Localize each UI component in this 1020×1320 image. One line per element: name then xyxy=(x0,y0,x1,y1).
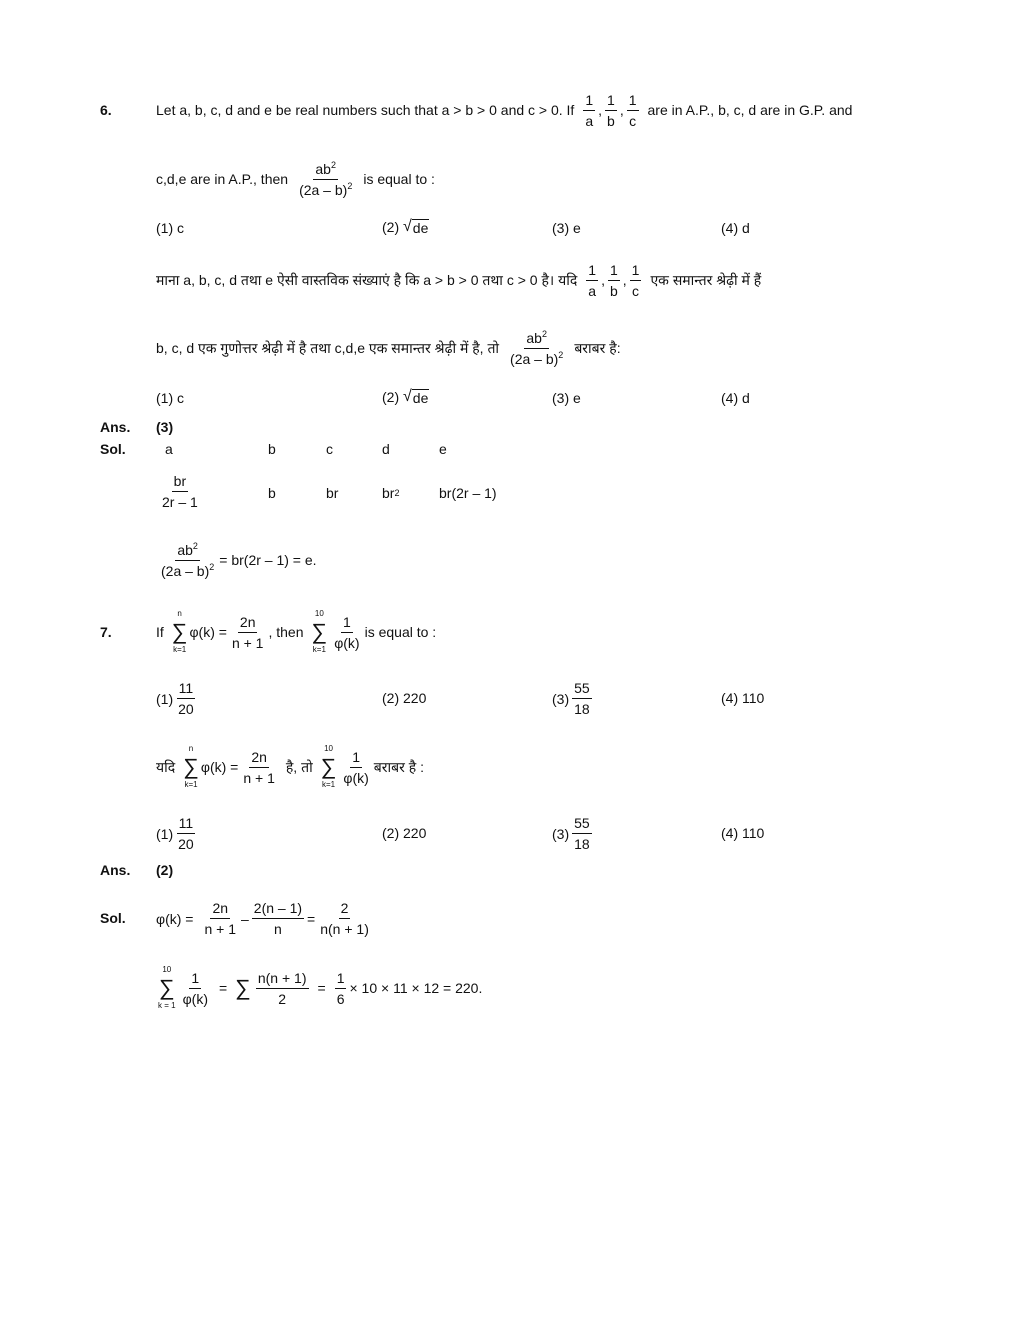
q6-hindi-text: b, c, d एक गुणोत्तर श्रेढ़ी में है तथा c,d,e एक समान्तर श्रेढ़ी में है, तो xyxy=(156,339,500,356)
fraction: 1 c xyxy=(628,91,637,129)
sqrt: √ de xyxy=(403,388,429,406)
q7-option-1: (1) 11 20 xyxy=(156,680,194,717)
sol-cell: br(2r – 1) xyxy=(439,485,497,501)
q6-en-line1: Let a, b, c, d and e be real numbers such that a > b > 0 and c > 0. If 1 a , 1 b , 1 c are in A.P., b, c, d are in G.P. and xyxy=(156,91,853,129)
q6-option-4: (4) d xyxy=(721,390,750,406)
sigma: n ∑ k=1 xyxy=(183,744,199,789)
q6-en-line2 xyxy=(156,157,435,201)
sigma: 10 ∑ k = 1 xyxy=(158,965,176,1010)
q7-ans: (2) xyxy=(156,862,174,878)
q7-option-1: (1) 11 20 xyxy=(156,815,194,852)
sigma: n ∑ k=1 xyxy=(171,609,188,654)
sqrt: √ de xyxy=(403,218,429,236)
q7-option-2: (2) 220 xyxy=(382,690,427,706)
q7-ans-label: Ans. xyxy=(100,862,131,878)
sol-header: d xyxy=(382,441,390,457)
sigma: ∑ xyxy=(235,975,251,1000)
q7-option-2: (2) 220 xyxy=(382,825,427,841)
q6-option-1: (1) c xyxy=(156,390,184,406)
q6-option-2: (2) √ de xyxy=(382,218,429,236)
sigma: 10 ∑ k=1 xyxy=(320,744,337,789)
fraction: 1 a xyxy=(585,91,594,129)
q7-number: 7. xyxy=(100,624,112,640)
q6-hindi-text: बराबर है: xyxy=(574,339,621,356)
sol-header: c xyxy=(326,441,333,457)
q6-ans-label: Ans. xyxy=(100,419,131,435)
q7-option-3: (3) 55 18 xyxy=(552,680,590,717)
q7-sol-line2: 10 ∑ k = 1 1 φ(k) = ∑ n(n + 1) 2 = $\frac{1}{6}$ × 10 × 11 × 12 = 220. xyxy=(158,965,483,1010)
q6-option-4: (4) d xyxy=(721,220,750,236)
sol-cell: br xyxy=(326,485,339,501)
sol-cell: br 2 xyxy=(382,485,400,501)
fraction: 1 c xyxy=(631,261,640,299)
q6-text: are in A.P., b, c, d are in G.P. and xyxy=(647,102,853,118)
q7-sol-label: Sol. xyxy=(100,910,126,926)
fraction: $ab^2$ (2a – b)$^2$ xyxy=(299,159,353,198)
q6-hi-line1: माना a, b, c, d तथा e ऐसी वास्तविक संख्याएं है कि a > b > 0 तथा c > 0 है। यदि 1 a , 1 b , 1 c एक समान्तर श्रेढ़ी में हैं xyxy=(156,261,762,299)
q7-option-3: (3) 55 18 xyxy=(552,815,590,852)
q6-option-1: (1) c xyxy=(156,220,184,236)
q6-hindi-text: एक समान्तर श्रेढ़ी में हैं xyxy=(650,271,762,288)
q6-ans: (3) xyxy=(156,419,174,435)
q7-sol-line1: φ(k) = 2n n + 1 – $\frac{2(n - 1)}{n}$ = $\frac{2}{n(n + 1)}$ xyxy=(156,900,369,937)
sol-header: b xyxy=(268,441,276,457)
q6-number: 6. xyxy=(100,102,112,118)
q7-option-4: (4) 110 xyxy=(721,690,765,706)
q6-option-3: (3) e xyxy=(552,390,581,406)
fraction: 1 b xyxy=(607,91,615,129)
sol-header: a xyxy=(165,441,173,457)
q6-text: c,d,e are in A.P., then xyxy=(156,171,289,187)
q6-text: is equal to : xyxy=(363,171,435,187)
sol-header: e xyxy=(439,441,447,457)
q7-hi-line: यदि n ∑ k=1 φ(k) = $\frac{2n}{n + 1}$ है, तो 10 ∑ k=1 1 φ(k) बराबर है : xyxy=(156,744,424,789)
fraction: 1 b xyxy=(609,261,618,299)
sol-cell: b xyxy=(268,485,276,501)
q6-sol-result: $\frac{ab^2}{(2a - b)^2}$ = br(2r – 1) = e. xyxy=(161,540,317,579)
sigma: 10 ∑ k=1 xyxy=(311,609,328,654)
q6-text: Let a, b, c, d and e be real numbers such that a > b > 0 and c > 0. If xyxy=(156,102,575,118)
q6-hi-line2 xyxy=(156,326,621,370)
q7-en-line: If n ∑ k=1 φ(k) = $\frac{2n}{n + 1}$ , then 10 ∑ k=1 1 φ(k) is equal to : xyxy=(156,609,437,654)
fraction: 1 a xyxy=(588,261,597,299)
q7-option-4: (4) 110 xyxy=(721,825,765,841)
sol-fraction: br 2r – 1 xyxy=(162,473,198,510)
q6-hindi-text: माना a, b, c, d तथा e ऐसी वास्तविक संख्याएं है कि a > b > 0 तथा c > 0 है। यदि xyxy=(156,271,578,288)
q6-option-3: (3) e xyxy=(552,220,581,236)
q6-option-2: (2) √ de xyxy=(382,388,429,406)
q6-sol-label: Sol. xyxy=(100,441,126,457)
fraction: $ab^2$ (2a – b)$^2$ xyxy=(510,328,564,367)
